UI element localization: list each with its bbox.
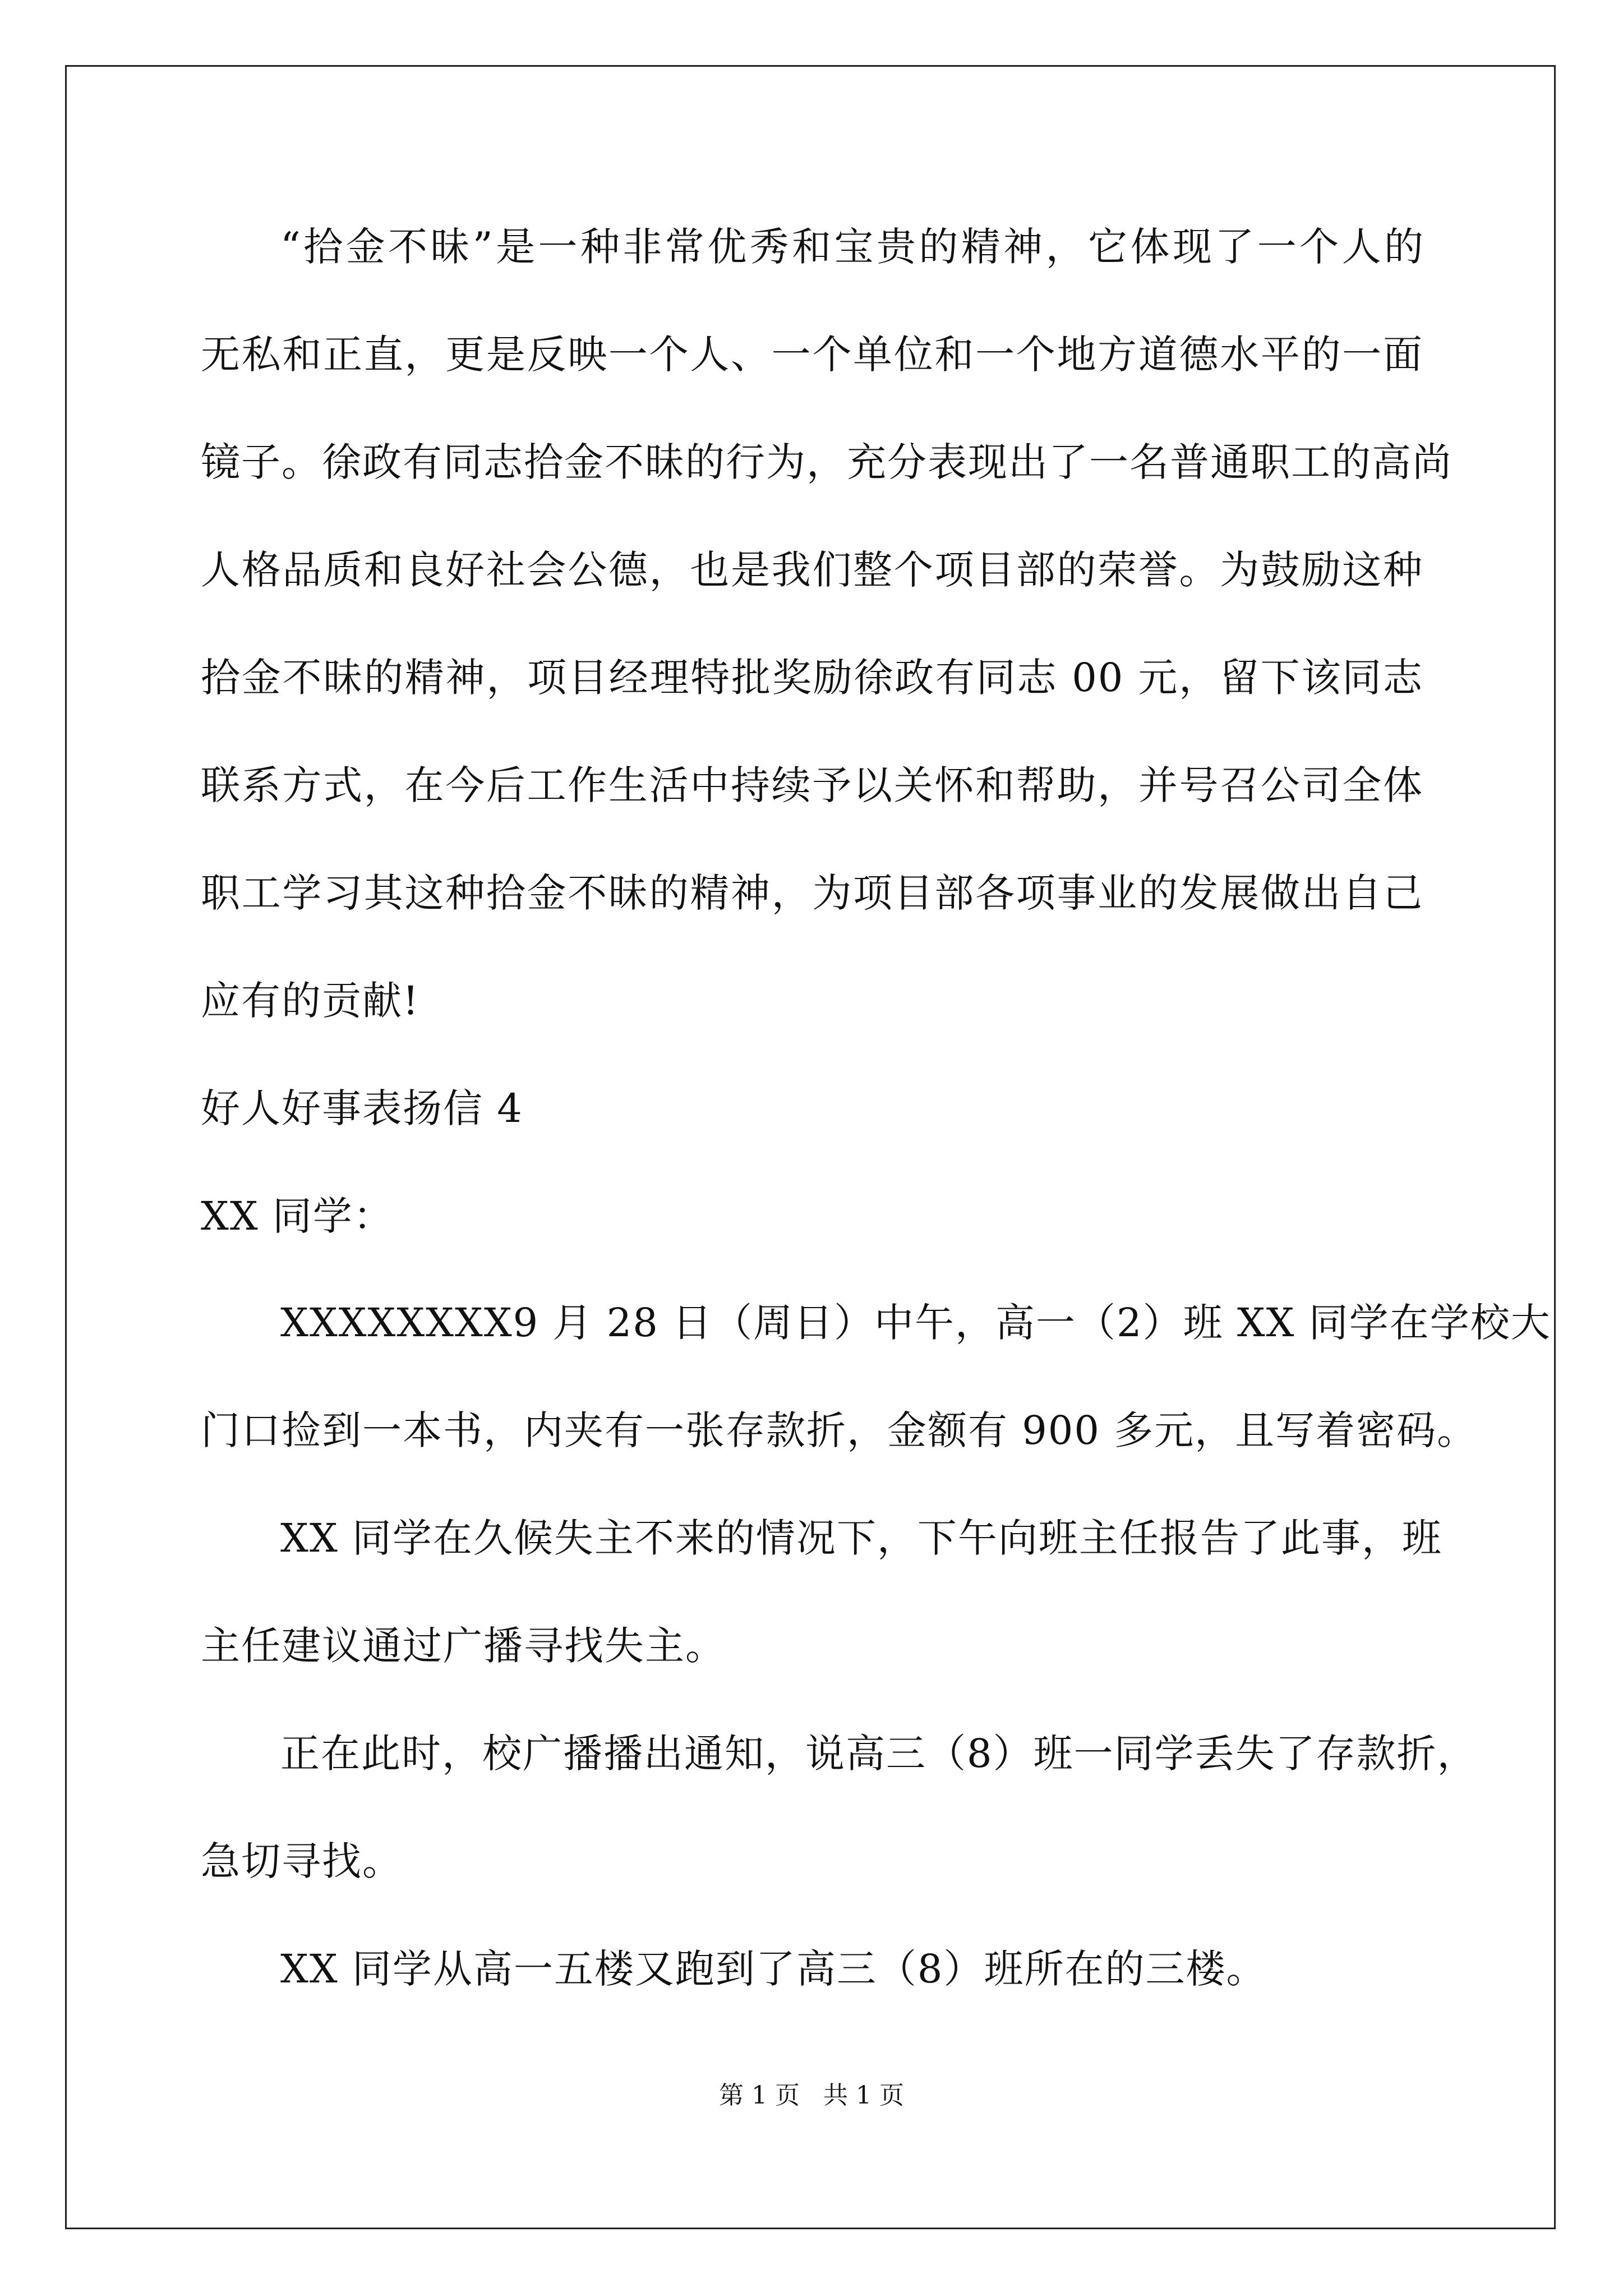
page-number-footer: 第 1 页 共 1 页 [719, 2081, 904, 2110]
text-line: 应有的贡献! [201, 978, 420, 1024]
text-line: “拾金不昧”是一种非常优秀和宝贵的精神，它体现了一个人的 [280, 224, 1424, 270]
text-line: 联系方式，在今后工作生活中持续予以关怀和帮助，并号召公司全体 [201, 762, 1423, 808]
text-line: 镜子。徐政有同志拾金不昧的行为，充分表现出了一名普通职工的高尚 [201, 439, 1453, 485]
text-line: 无私和正直，更是反映一个人、一个单位和一个地方道德水平的一面 [201, 332, 1423, 378]
text-line: 主任建议通过广播寻找失主。 [201, 1623, 726, 1669]
text-line: 职工学习其这种拾金不昧的精神，为项目部各项事业的发展做出自己 [201, 870, 1423, 916]
text-line: 正在此时，校广播播出通知，说高三（8）班一同学丢失了存款折， [280, 1731, 1478, 1777]
salutation: XX 同学： [201, 1193, 394, 1239]
text-line: XX 同学从高一五楼又跑到了高三（8）班所在的三楼。 [280, 1946, 1267, 1992]
page-border [65, 65, 1556, 2229]
text-line: XX 同学在久候失主不来的情况下，下午向班主任报告了此事，班 [280, 1515, 1442, 1561]
text-line: 门口捡到一本书，内夹有一张存款折，金额有 900 多元，且写着密码。 [201, 1407, 1478, 1453]
section-title: 好人好事表扬信 4 [201, 1085, 523, 1131]
text-line: 人格品质和良好社会公德，也是我们整个项目部的荣誉。为鼓励这种 [201, 547, 1423, 593]
text-line: 急切寻找。 [201, 1838, 403, 1884]
text-line: 拾金不昧的精神，项目经理特批奖励徐政有同志 00 元，留下该同志 [201, 655, 1423, 701]
text-line: XXXXXXXX9 月 28 日（周日）中午，高一（2）班 XX 同学在学校大 [280, 1300, 1551, 1346]
